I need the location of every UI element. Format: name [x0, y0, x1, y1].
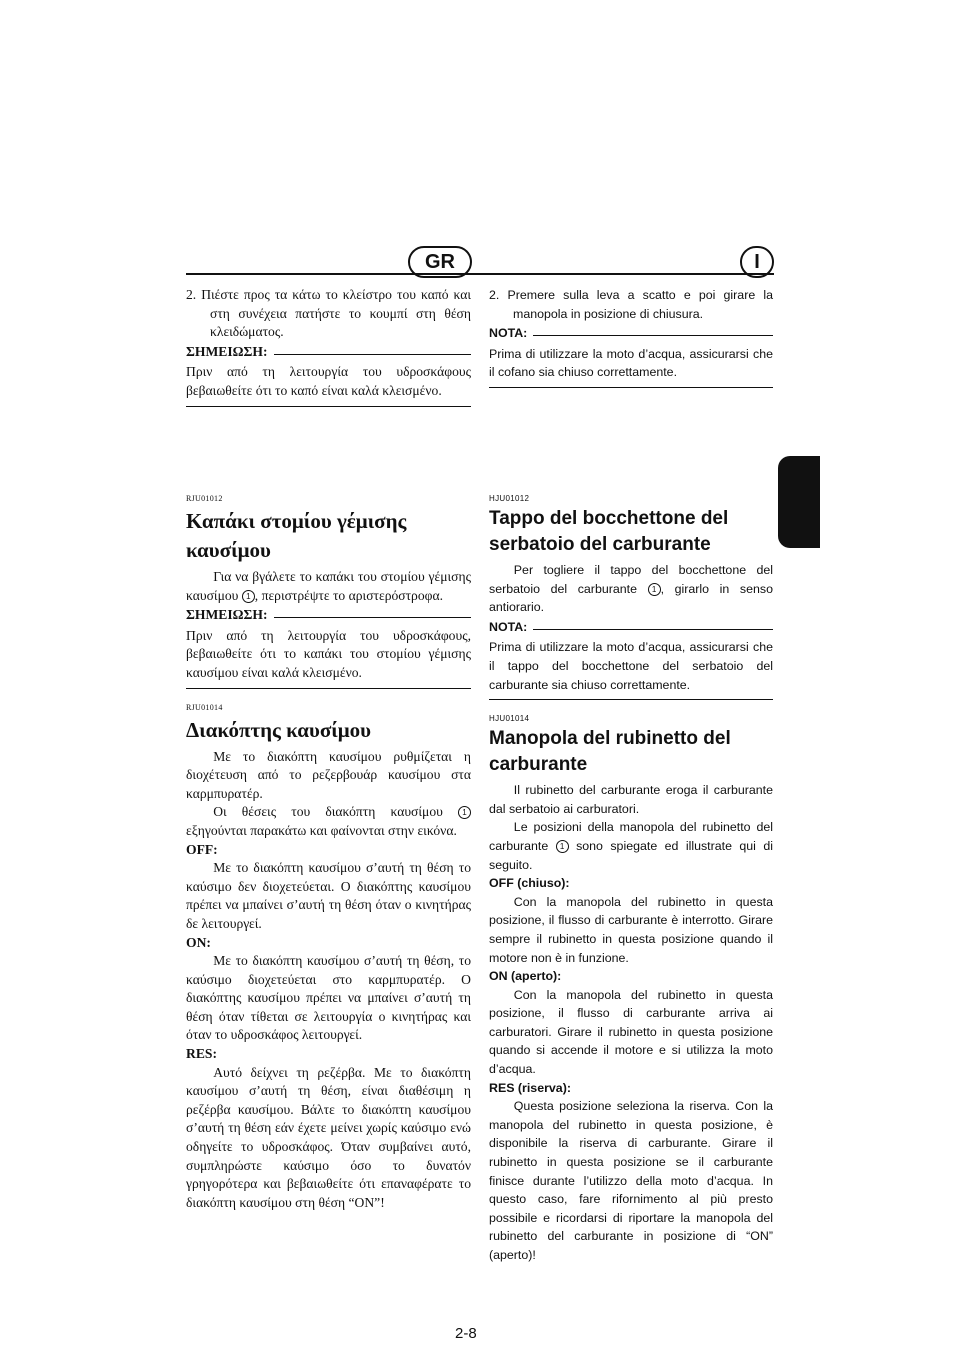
title-line: Manopola del rubinetto del	[489, 728, 731, 750]
italian-note-2-header	[489, 618, 773, 637]
italian-off-label: OFF (chiuso):	[489, 876, 570, 891]
italian-note-1-header	[489, 324, 773, 343]
title-line: carburante	[489, 754, 588, 776]
italian-on-label: ON (aperto):	[489, 969, 562, 984]
italian-section-2-p2	[489, 818, 773, 874]
callout-number: 1	[458, 806, 471, 819]
chapter-tab	[778, 456, 820, 548]
greek-note-2-text: Πριν από τη λειτουργία του υδροσκάφους, βεβαιωθείτε ότι το καπάκι του στομίου γέμισης καυσίμου είναι καλά κλεισμένο.	[186, 627, 471, 680]
greek-res-text: Αυτό δείχνει τη ρεζέρβα. Με το διακόπτη καυσίμου σ’αυτή τη θέση, είναι διαθέσιμη η ρεζέρβα καυσίμου. Βάλτε το διακόπτη καυσίμου σ’αυτή τη θέση εάν έχετε μείνει χωρίς καύσιμο ενώ οδηγείτε το υδροσκάφος. Όταν συμβαίνει αυτό, συμπληρώστε καύσιμο όσο το δυνατόν γρηγορότερα και βεβαιωθείτε ότι επαναφέρατε το διακόπτη καυσίμου στη θέση “ON”!	[186, 1064, 471, 1210]
body-text: , girarlo in senso antiorario.	[489, 581, 773, 615]
italian-on-text: Con la manopola del rubinetto in questa posizione, il flusso di carburante arriva ai carburatori. Girare il rubinetto in questa posizione quando si accende il motore e si utilizza la moto d’acqua.	[489, 987, 773, 1077]
greek-step-2: 2. Πιέστε προς τα κάτω το κλείστρο του καπό και στη συνέχεια πατήστε το κουμπί στη θέση κλειδώματος.	[186, 287, 471, 340]
note-rule	[274, 354, 471, 355]
title-line: Καπάκι στομίου γέμισης	[186, 509, 407, 533]
body-text: Για να βγάλετε το καπάκι του στομίου γέμισης καυσίμου	[186, 569, 471, 603]
greek-on-label: ON:	[186, 934, 211, 950]
greek-note-1-text: Πριν από τη λειτουργία του υδροσκάφους βεβαιωθείτε ότι το καπό είναι καλά κλεισμένο.	[186, 364, 471, 398]
note-end-rule	[186, 688, 471, 689]
greek-section-1-body	[186, 568, 471, 605]
italian-section-2-p1: Il rubinetto del carburante eroga il carburante dal serbatoio ai carburatori.	[489, 783, 773, 816]
language-badge-greek: GR	[408, 246, 472, 278]
greek-res-label: RES:	[186, 1046, 217, 1062]
italian-section-2-title	[489, 726, 773, 778]
callout-number: 1	[648, 583, 661, 596]
italian-res-text: Questa posizione seleziona la riserva. Con la manopola del rubinetto in questa posizione, è disponibile la riserva di carburante. Girare il rubinetto in questa posizione se il carburante finisce durante l’utilizzo della moto d’acqua. In questo caso, fare rifornimento al più presto possibile e ricordarsi di riportare la manopola del rubinetto del carburante in posizione di “ON” (aperto)!	[489, 1099, 773, 1262]
greek-note-1-header	[186, 343, 471, 362]
italian-section-1-code: HJU01012	[489, 494, 530, 503]
greek-section-2-title: Διακόπτης καυσίμου	[186, 717, 372, 742]
body-text: Οι θέσεις του διακόπτη καυσίμου	[213, 804, 458, 820]
page-number: 2-8	[455, 1325, 477, 1342]
body-text: Per togliere il tappo del bocchettone del serbatoio del carburante	[489, 563, 773, 596]
greek-note-2-label: ΣΗΜΕΙΩΣΗ:	[186, 607, 268, 623]
italian-top-block	[489, 286, 773, 388]
body-text: εξηγούνται παρακάτω και φαίνονται στην εικόνα.	[186, 822, 457, 838]
title-line: καυσίμου	[186, 538, 271, 562]
title-line: Tappo del bocchettone del	[489, 508, 729, 529]
callout-number: 1	[242, 590, 255, 603]
greek-note-1-label: ΣΗΜΕΙΩΣΗ:	[186, 343, 268, 359]
note-end-rule	[186, 406, 471, 407]
greek-section-1-code: RJU01012	[186, 494, 223, 503]
greek-note-2-header	[186, 606, 471, 625]
body-text: Le posizioni della manopola del rubinetto del carburante	[489, 820, 773, 853]
note-end-rule	[489, 387, 773, 388]
italian-note-1-label: NOTA:	[489, 326, 528, 341]
body-text: sono spiegate ed illustrate qui di seguito.	[489, 838, 773, 872]
note-rule	[274, 617, 471, 618]
italian-section-1-title	[489, 506, 773, 558]
italian-res-label: RES (riserva):	[489, 1080, 571, 1095]
title-line: serbatoio del carburante	[489, 534, 711, 555]
greek-on-text: Με το διακόπτη καυσίμου σ’αυτή τη θέση, το καύσιμο διοχετεύεται στο καρμπυρατέρ. Ο διακόπτης καυσίμου πρέπει να μπαίνει σ’αυτή τη θέση όταν τίθεται σε λειτουργία ο κινητήρας και όταν το υδροσκάφος λειτουργεί.	[186, 953, 471, 1043]
note-end-rule	[489, 699, 773, 700]
note-rule	[533, 629, 773, 630]
italian-off-text: Con la manopola del rubinetto in questa posizione, il flusso di carburante è interrotto. Girare sempre il rubinetto in questa posizione quando il motore non è in funzione.	[489, 894, 773, 965]
italian-sections	[489, 494, 773, 1265]
greek-sections	[186, 494, 471, 1212]
italian-section-1-body	[489, 561, 773, 617]
callout-number: 1	[556, 840, 569, 853]
body-text: , περιστρέψτε το αριστερόστροφα.	[254, 587, 444, 603]
italian-section-2-code: HJU01014	[489, 714, 530, 724]
greek-section-2-p1: Με το διακόπτη καυσίμου ρυθμίζεται η διοχέτευση από το ρεζερβουάρ καυσίμου στα καρμπυρατέρ.	[186, 748, 471, 801]
greek-section-2-p2	[186, 803, 471, 840]
greek-top-block	[186, 286, 471, 407]
header-rule	[186, 273, 774, 275]
greek-section-2-code: RJU01014	[186, 702, 223, 712]
greek-off-text: Με το διακόπτη καυσίμου σ’αυτή τη θέση το καύσιμο δεν διοχετεύεται. Ο διακόπτης καυσίμου πρέπει να μπαίνει σ’αυτή τη θέση όταν ο κινητήρας δε λειτουργεί.	[186, 860, 471, 931]
language-badge-italian: I	[740, 246, 774, 278]
greek-section-1-title	[186, 507, 471, 565]
italian-note-1-text: Prima di utilizzare la moto d’acqua, assicurarsi che il cofano sia chiuso correttamente.	[489, 346, 773, 380]
italian-note-2-label: NOTA:	[489, 619, 528, 634]
italian-step-2: 2. Premere sulla leva a scatto e poi girare la manopola in posizione di chiusura.	[489, 288, 773, 321]
note-rule	[533, 335, 773, 336]
greek-off-label: OFF:	[186, 841, 218, 857]
italian-note-2-text: Prima di utilizzare la moto d’acqua, assicurarsi che il tappo del bocchettone del serbatoio del carburante sia chiuso correttamente.	[489, 640, 773, 692]
